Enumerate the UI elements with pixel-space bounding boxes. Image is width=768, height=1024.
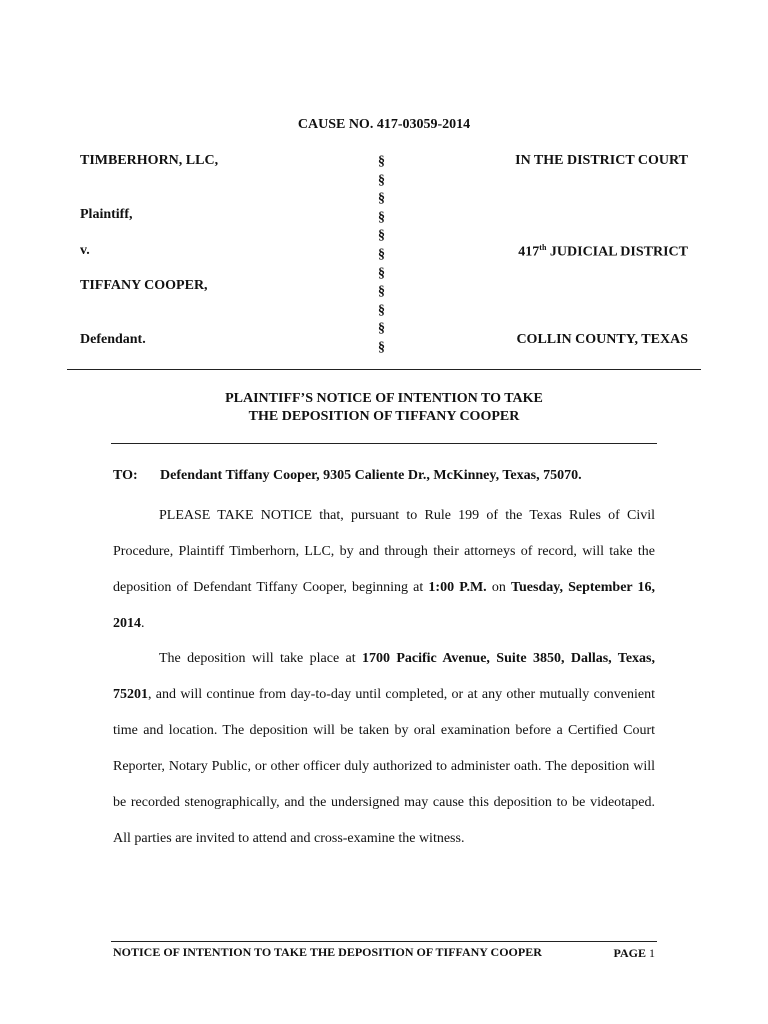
title-line-2: THE DEPOSITION OF TIFFANY COOPER	[248, 409, 520, 424]
section-symbol: §	[378, 321, 385, 337]
judicial-district	[518, 243, 688, 261]
section-symbol: §	[378, 284, 385, 300]
deposition-date: Tuesday, September 16, 2014	[113, 580, 655, 631]
section-symbol: §	[378, 246, 385, 262]
addressee-text: Defendant Tiffany Cooper, 9305 Caliente Dr., McKinney, Texas, 75070.	[160, 468, 582, 483]
section-symbol: §	[378, 339, 385, 355]
addressee-label: TO:	[113, 468, 138, 483]
notice-text-end: .	[141, 616, 145, 631]
footer-page-number	[614, 946, 655, 961]
section-symbol-column	[378, 153, 392, 358]
page-label: PAGE	[613, 946, 646, 960]
deposition-location: 1700 Pacific Avenue, Suite 3850, Dallas, Texas, 75201	[113, 651, 655, 702]
section-symbol: §	[378, 209, 385, 225]
caption-divider	[67, 369, 701, 370]
footer-divider	[111, 941, 657, 942]
district-label: JUDICIAL DISTRICT	[546, 244, 688, 260]
document-title	[0, 390, 768, 426]
section-symbol: §	[378, 191, 385, 207]
section-symbol: §	[378, 302, 385, 318]
plaintiff-role: Plaintiff,	[80, 207, 133, 222]
district-suffix: th	[539, 243, 547, 252]
page-number: 1	[649, 946, 655, 960]
location-paragraph	[113, 641, 655, 857]
district-number: 417	[518, 244, 540, 260]
footer-document-title: NOTICE OF INTENTION TO TAKE THE DEPOSITION OF TIFFANY COOPER	[113, 945, 542, 959]
versus-label: v.	[80, 243, 90, 258]
section-symbol: §	[378, 154, 385, 169]
section-symbol: §	[378, 228, 385, 244]
cause-number: CAUSE NO. 417-03059-2014	[297, 117, 471, 132]
title-divider	[111, 443, 657, 444]
location-text: The deposition will take place at	[159, 651, 362, 666]
plaintiff-name: TIMBERHORN, LLC,	[80, 153, 219, 168]
section-symbol: §	[378, 172, 385, 188]
section-symbol: §	[378, 265, 385, 281]
defendant-name: TIFFANY COOPER,	[80, 278, 208, 293]
notice-text: PLEASE TAKE NOTICE that, pursuant to Rule 199 of the Texas Rules of Civil Procedure, Plaintiff Timberhorn, LLC, by and through their attorneys of record, will take the deposition of Defendant Tiffany Cooper, beginning at	[113, 508, 655, 595]
notice-paragraph	[113, 498, 655, 642]
defendant-role: Defendant.	[80, 332, 146, 347]
notice-text-joiner: on	[486, 580, 511, 595]
title-line-1: PLAINTIFF’S NOTICE OF INTENTION TO TAKE	[225, 391, 543, 406]
location-text-rest: , and will continue from day-to-day until completed, or at any other mutually convenient time and location. The deposition will be taken by oral examination before a Certified Court Reporter, Notary Public, or other officer duly authorized to administer oath. The deposition will be recorded stenographically, and the undersigned may cause this deposition to be videotaped. All parties are invited to attend and cross-examine the witness.	[113, 687, 655, 846]
deposition-time: 1:00 P.M.	[428, 580, 487, 595]
county-name: COLLIN COUNTY, TEXAS	[516, 332, 688, 347]
court-name: IN THE DISTRICT COURT	[515, 153, 688, 168]
